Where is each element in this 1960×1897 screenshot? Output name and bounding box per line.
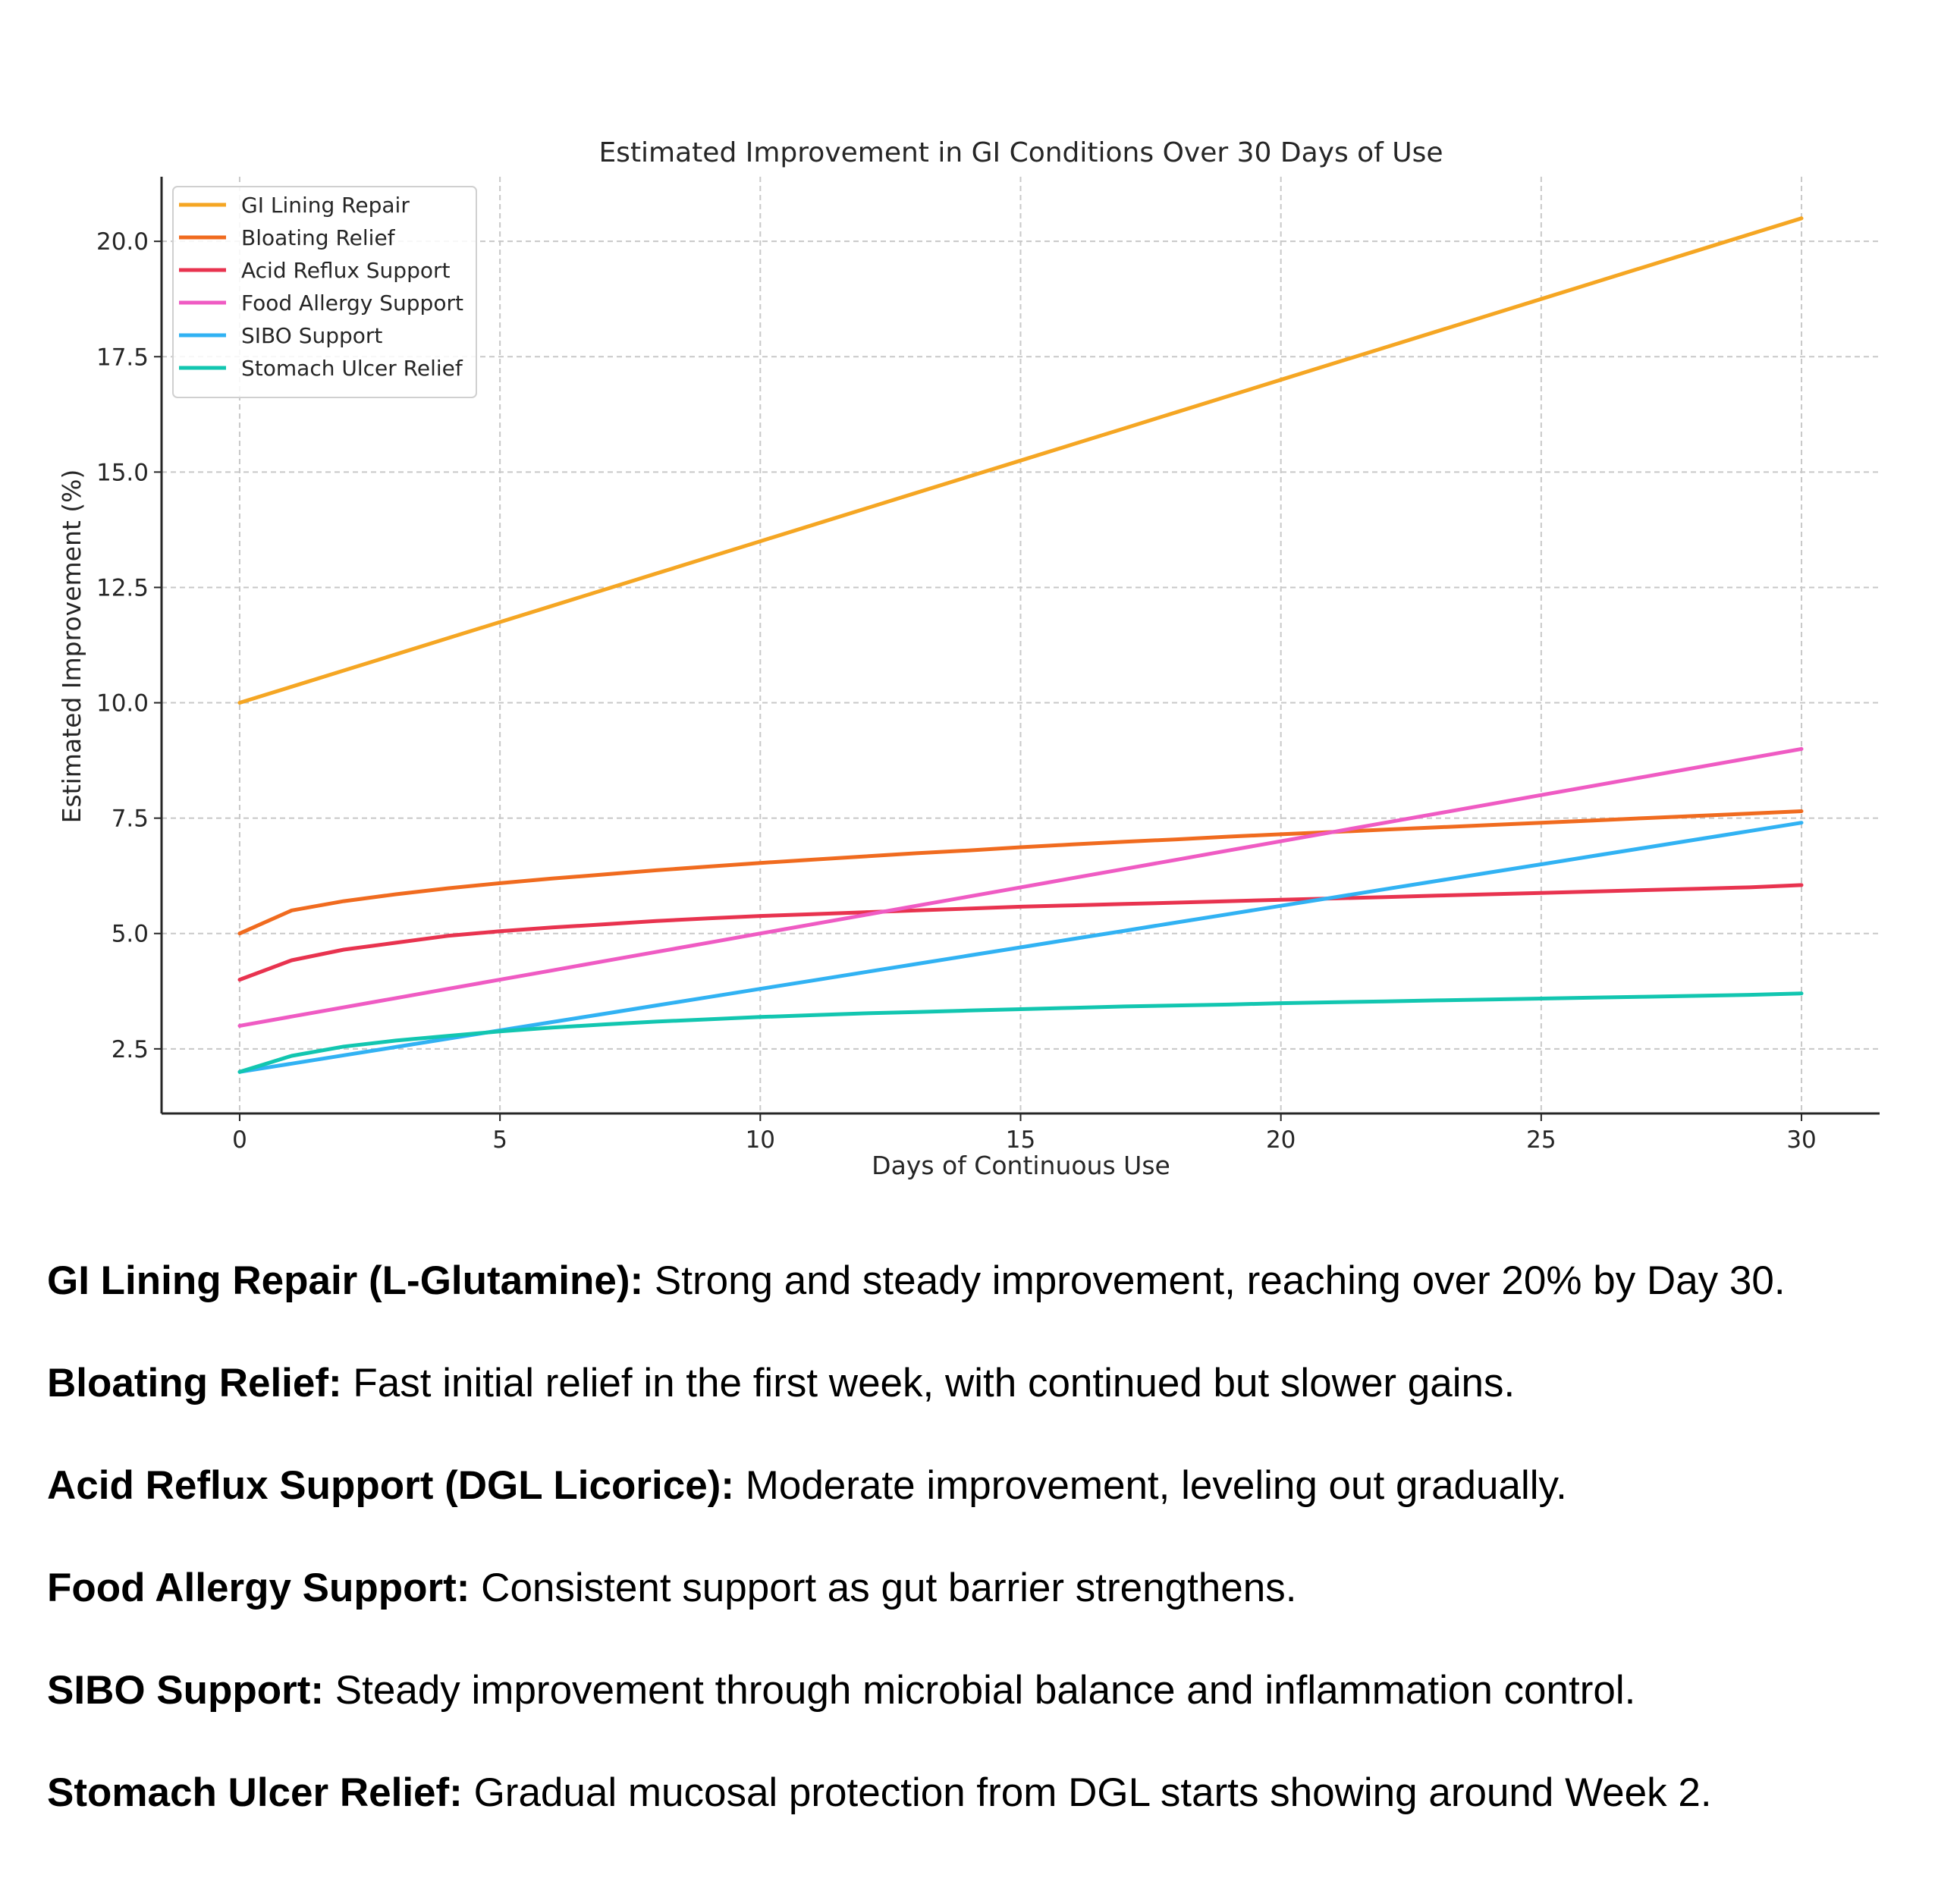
- legend-label-food-allergy-support: Food Allergy Support: [241, 291, 463, 316]
- note-stomach-ulcer-relief: [47, 1767, 1898, 1819]
- note-text: Strong and steady improvement, reaching over 20% by Day 30.: [643, 1258, 1786, 1303]
- note-text: Moderate improvement, leveling out gradually.: [733, 1463, 1567, 1508]
- legend-label-acid-reflux-support: Acid Reflux Support: [241, 258, 451, 283]
- note-bloating-relief: [47, 1358, 1898, 1409]
- legend-label-gi-lining-repair: GI Lining Repair: [241, 193, 410, 218]
- x-tick-label: 10: [745, 1126, 776, 1154]
- y-tick-label: 15.0: [96, 459, 149, 487]
- note-label: Bloating Relief:: [47, 1361, 342, 1405]
- x-axis-label: Days of Continuous Use: [872, 1151, 1170, 1180]
- x-tick-label: 5: [492, 1126, 508, 1154]
- note-text: Gradual mucosal protection from DGL starts showing around Week 2.: [462, 1770, 1712, 1815]
- note-text: Steady improvement through microbial balance and inflammation control.: [324, 1668, 1636, 1713]
- y-tick-label: 10.0: [96, 689, 149, 718]
- y-tick-label: 7.5: [111, 805, 149, 833]
- chart-title: Estimated Improvement in GI Conditions Over 30 Days of Use: [598, 137, 1443, 168]
- x-tick-label: 15: [1005, 1126, 1036, 1154]
- y-tick-label: 5.0: [111, 920, 149, 948]
- note-label: SIBO Support:: [47, 1668, 325, 1713]
- note-text: Consistent support as gut barrier strengthens.: [470, 1566, 1297, 1610]
- x-tick-label: 20: [1265, 1126, 1296, 1154]
- notes-section: [47, 1255, 1898, 1870]
- note-label: Stomach Ulcer Relief:: [47, 1770, 463, 1815]
- note-label: Acid Reflux Support (DGL Licorice):: [47, 1463, 734, 1508]
- y-tick-label: 12.5: [96, 574, 149, 602]
- y-tick-label: 2.5: [111, 1035, 149, 1063]
- y-tick-label: 20.0: [96, 228, 149, 256]
- note-acid-reflux-support: [47, 1460, 1898, 1512]
- legend-label-bloating-relief: Bloating Relief: [241, 225, 395, 250]
- y-axis-label: Estimated Improvement (%): [57, 469, 86, 824]
- x-tick-label: 25: [1526, 1126, 1556, 1154]
- legend-label-stomach-ulcer-relief: Stomach Ulcer Relief: [241, 356, 463, 381]
- note-gi-lining-repair: [47, 1255, 1898, 1307]
- note-label: Food Allergy Support:: [47, 1566, 470, 1610]
- x-tick-label: 0: [232, 1126, 247, 1154]
- legend: [173, 187, 476, 397]
- note-sibo-support: [47, 1665, 1898, 1716]
- y-tick-label: 17.5: [96, 344, 149, 372]
- note-food-allergy-support: [47, 1563, 1898, 1614]
- x-tick-label: 30: [1786, 1126, 1817, 1154]
- note-label: GI Lining Repair (L-Glutamine):: [47, 1258, 644, 1303]
- legend-label-sibo-support: SIBO Support: [241, 323, 383, 348]
- note-text: Fast initial relief in the first week, with continued but slower gains.: [341, 1361, 1516, 1405]
